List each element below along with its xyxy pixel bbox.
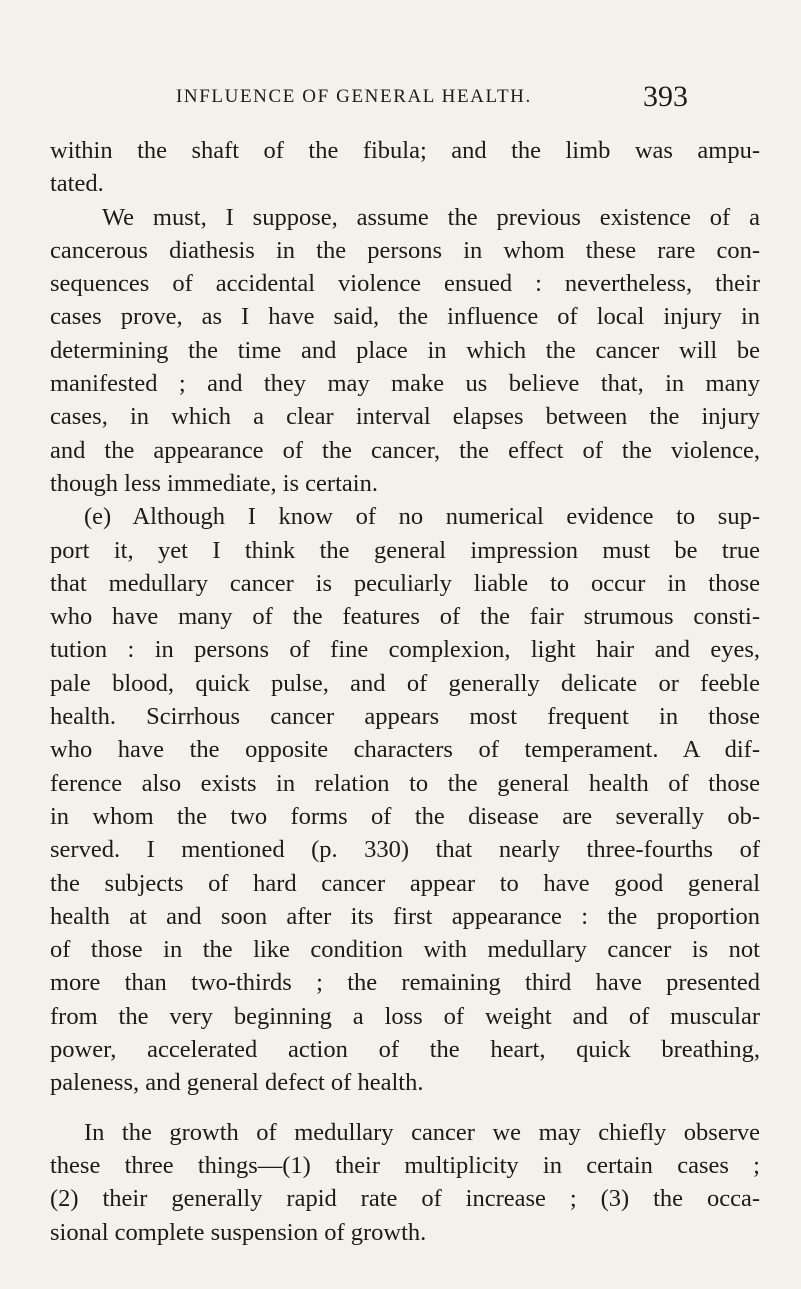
body-text	[50, 134, 760, 1249]
text-line: cancerous diathesis in the persons in whom these rare con-	[50, 236, 760, 264]
text-line: more than two-thirds ; the remaining third have presented	[50, 969, 760, 997]
page-number: 393	[643, 80, 688, 113]
text-line: though less immediate, is certain.	[50, 469, 378, 497]
text-line: manifested ; and they may make us believe that, in many	[50, 370, 760, 398]
running-head	[0, 80, 801, 116]
text-line: We must, I suppose, assume the previous existence of a	[102, 203, 760, 231]
text-line: who have the opposite characters of temperament. A dif-	[50, 736, 760, 764]
text-line: paleness, and general defect of health.	[50, 1069, 424, 1097]
text-line: cases, in which a clear interval elapses between the injury	[50, 403, 760, 431]
running-title: INFLUENCE OF GENERAL HEALTH.	[176, 86, 532, 107]
text-line: from the very beginning a loss of weight and of muscular	[50, 1002, 760, 1030]
paragraph-gap	[50, 1100, 760, 1116]
text-line: who have many of the features of the fair strumous consti-	[50, 603, 760, 631]
text-line: pale blood, quick pulse, and of generally delicate or feeble	[50, 669, 760, 697]
text-line: within the shaft of the fibula; and the limb was ampu-	[50, 137, 760, 164]
text-line: health at and soon after its first appearance : the proportion	[50, 902, 760, 930]
text-line: the subjects of hard cancer appear to have good general	[50, 869, 760, 897]
text-line: tution : in persons of fine complexion, light hair and eyes,	[50, 636, 760, 664]
text-line: sional complete suspension of growth.	[50, 1218, 427, 1246]
text-line: cases prove, as I have said, the influence of local injury in	[50, 303, 760, 331]
text-line: power, accelerated action of the heart, quick breathing,	[50, 1036, 760, 1064]
text-line: (e) Although I know of no numerical evidence to sup-	[84, 503, 760, 531]
text-line: In the growth of medullary cancer we may chiefly observe	[84, 1118, 760, 1146]
text-line: these three things—(1) their multiplicity in certain cases ;	[50, 1151, 760, 1179]
text-line: ference also exists in relation to the general health of those	[50, 769, 760, 797]
text-line: served. I mentioned (p. 330) that nearly three-fourths of	[50, 836, 760, 864]
text-line: that medullary cancer is peculiarly liable to occur in those	[50, 569, 760, 597]
text-line: sequences of accidental violence ensued : nevertheless, their	[50, 270, 760, 298]
text-line: in whom the two forms of the disease are severally ob-	[50, 802, 760, 830]
text-line: and the appearance of the cancer, the effect of the violence,	[50, 436, 760, 464]
text-line: tated.	[50, 170, 104, 198]
text-line: health. Scirrhous cancer appears most frequent in those	[50, 703, 760, 731]
text-line: port it, yet I think the general impression must be true	[50, 536, 760, 564]
text-line: determining the time and place in which the cancer will be	[50, 336, 760, 364]
text-line: (2) their generally rapid rate of increase ; (3) the occa-	[50, 1185, 760, 1213]
text-line: of those in the like condition with medullary cancer is not	[50, 936, 760, 964]
